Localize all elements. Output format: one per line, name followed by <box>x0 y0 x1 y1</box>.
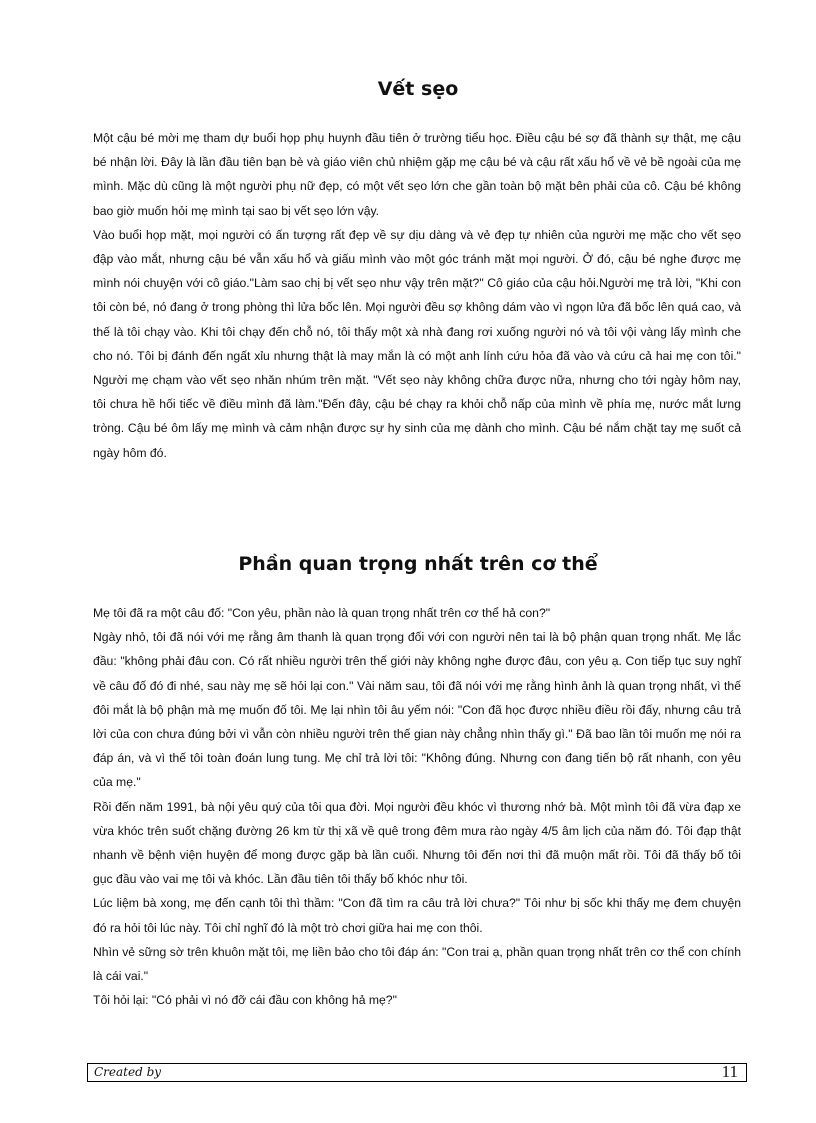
section-title-vet-seo: Vết sẹo <box>377 78 459 100</box>
paragraph: Nhìn vẻ sững sờ trên khuôn mặt tôi, mẹ liền bảo cho tôi đáp án: "Con trai ạ, phần quan trọng nhất trên cơ thể con chính là cái vai." <box>93 944 741 984</box>
section-title-phan-quan-trong: Phần quan trọng nhất trên cơ thể <box>238 553 598 575</box>
paragraph: Ngày nhỏ, tôi đã nói với mẹ rằng âm thanh là quan trọng đối với con người nên tai là bộ phận quan trọng nhất. Mẹ lắc đầu: "không phải đâu con. Có rất nhiều người trên thế giới này không nghe được đâu, con yêu ạ. Con tiếp tục suy nghĩ về câu đố đó đi nhé, sau này mẹ sẽ hỏi lại con." Vài năm sau, tôi đã nói với mẹ rằng hình ảnh là quan trọng nhất, vì thế đôi mắt là bộ phận mà mẹ muốn đố tôi. Mẹ lại nhìn tôi âu yếm nói: "Con đã học được nhiều điều rồi đấy, nhưng câu trả lời của con chưa đúng bởi vì vẫn còn nhiều người trên thế gian này chẳng nhìn thấy gì." Đã bao lần tôi muốn mẹ nói ra đáp án, và vì thế tôi toàn đoán lung tung. Mẹ chỉ trả lời tôi: "Không đúng. Nhưng con đang tiến bộ rất nhanh, con yêu của mẹ." <box>93 630 741 790</box>
paragraph: Rồi đến năm 1991, bà nội yêu quý của tôi qua đời. Mọi người đều khóc vì thương nhớ bà. Một mình tôi đã vừa đạp xe vừa khóc trên suốt chặng đường 26 km từ thị xã về quê trong đêm mưa rào ngày 4/5 âm lịch của năm đó. Tôi đạp thật nhanh về bệnh viện huyện để mong được gặp bà lần cuối. Nhưng tôi đến nơi thì đã muộn mất rồi. Tôi đã thấy bố tôi gục đầu vào vai mẹ tôi và khóc. Lần đầu tiên tôi thấy bố khóc như tôi. <box>93 799 741 887</box>
paragraph: Lúc liệm bà xong, mẹ đến cạnh tôi thì thầm: "Con đã tìm ra câu trả lời chưa?" Tôi như bị sốc khi thấy mẹ đem chuyện đó ra hỏi tôi lúc này. Tôi chỉ nghĩ đó là một trò chơi giữa hai mẹ con thôi. <box>93 896 741 935</box>
section-body-vet-seo <box>93 126 741 465</box>
page-number: 11 <box>721 1062 738 1081</box>
paragraph: Mẹ tôi đã ra một câu đố: "Con yêu, phần nào là quan trọng nhất trên cơ thể hả con?" <box>93 606 551 620</box>
page-footer <box>87 1063 747 1082</box>
paragraph: Một cậu bé mời mẹ tham dự buổi họp phụ huynh đầu tiên ở trường tiểu học. Điều cậu bé sợ đã thành sự thật, mẹ cậu bé nhận lời. Đây là lần đầu tiên bạn bè và giáo viên chủ nhiệm gặp mẹ cậu bé và cậu rất xấu hổ về vẻ bề ngoài của mẹ mình. Mặc dù cũng là một người phụ nữ đẹp, có một vết sẹo lớn che gần toàn bộ mặt bên phải của cô. Cậu bé không bao giờ muốn hỏi mẹ mình tại sao bị vết sẹo lớn vậy. <box>93 131 741 218</box>
paragraph: Tôi hỏi lại: "Có phải vì nó đỡ cái đầu con không hả mẹ?" <box>93 993 397 1008</box>
paragraph: Vào buổi họp mặt, mọi người có ấn tượng rất đẹp về sự dịu dàng và vẻ đẹp tự nhiên của người mẹ mặc cho vết sẹo đập vào mắt, nhưng cậu bé vẫn xấu hổ và giấu mình vào một góc tránh mặt mọi người. Ở đó, cậu bé nghe được mẹ mình nói chuyện với cô giáo."Làm sao chị bị vết sẹo như vậy trên mặt?" Cô giáo của cậu hỏi.Người mẹ trả lời, "Khi con tôi còn bé, nó đang ở trong phòng thì lửa bốc lên. Mọi người đều sợ không dám vào vì ngọn lửa đã bốc lên quá cao, và thế là tôi chạy vào. Khi tôi chạy đến chỗ nó, tôi thấy một xà nhà đang rơi xuống người nó và tôi vội vàng lấy mình che cho nó. Tôi bị đánh đến ngất xỉu nhưng thật là may mắn là có một anh lính cứu hỏa đã vào và cứu cả hai mẹ con tôi." Người mẹ chạm vào vết sẹo nhăn nhúm trên mặt. "Vết sẹo này không chữa được nữa, nhưng cho tới ngày hôm nay, tôi chưa hề hối tiếc về điều mình đã làm."Đến đây, cậu bé chạy ra khỏi chỗ nấp của mình về phía mẹ, nước mắt lưng tròng. Cậu bé ôm lấy mẹ mình và cảm nhận được sự hy sinh của mẹ dành cho mình. Cậu bé nắm chặt tay mẹ suốt cả ngày hôm đó. <box>93 227 741 460</box>
section-body-phan-quan-trong <box>93 601 741 1012</box>
footer-created-by: Created by <box>94 1065 162 1079</box>
